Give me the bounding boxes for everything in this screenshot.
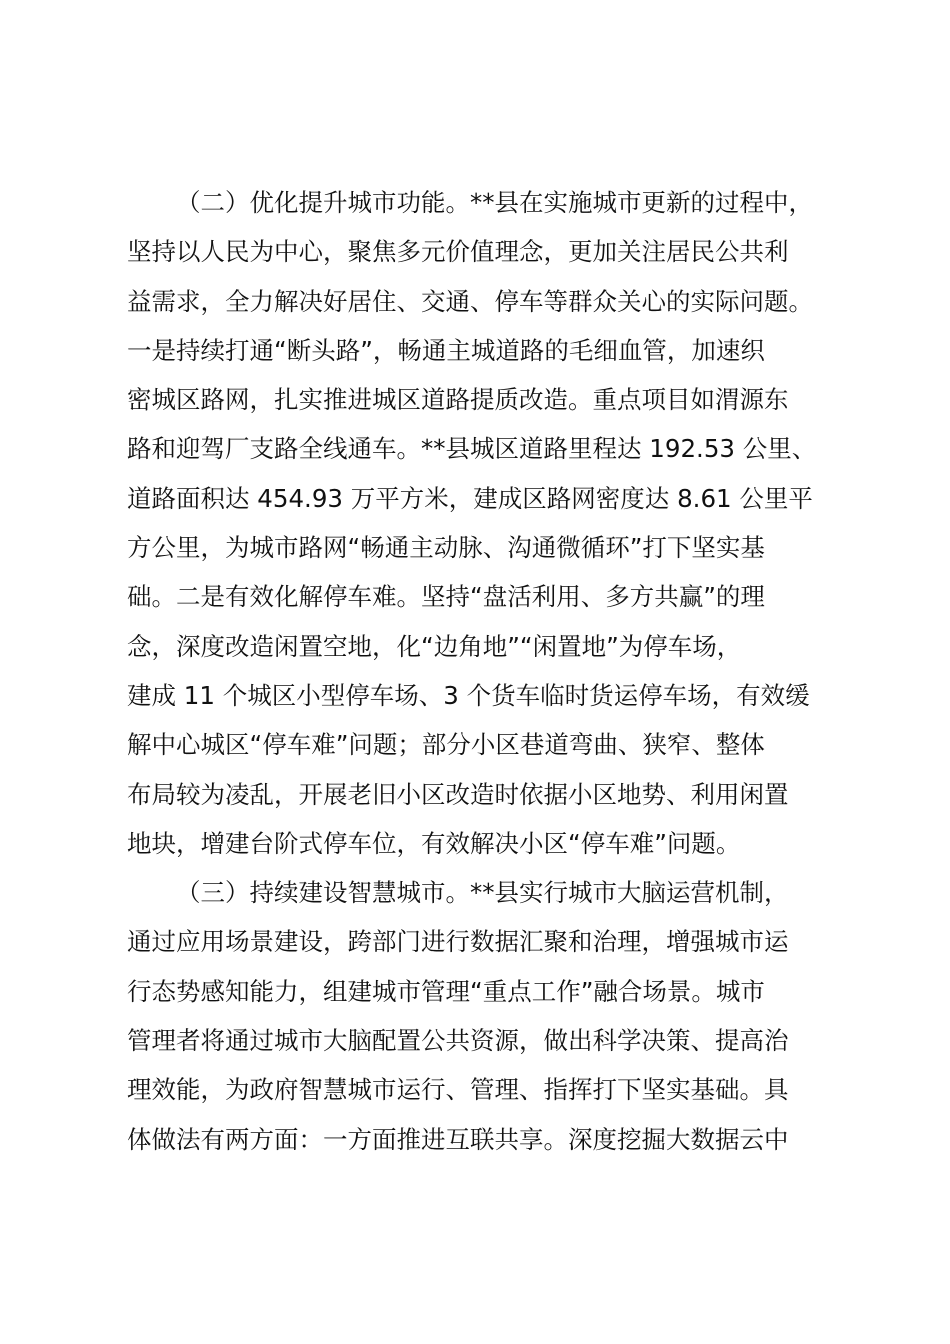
paragraph-2-line-2: 坚持以人民为中心，聚焦多元价值理念，更加关注居民公共利	[127, 237, 789, 267]
paragraph-3-line-3: 行态势感知能力，组建城市管理“重点工作”融合场景。城市	[127, 976, 765, 1006]
paragraph-2-line-11: 建成 11 个城区小型停车场、3 个货车临时货运停车场，有效缓	[127, 680, 810, 710]
paragraph-2-line-6: 路和迎驾厂支路全线通车。**县城区道路里程达 192.53 公里、	[127, 434, 817, 464]
paragraph-2-line-9: 础。二是有效化解停车难。坚持“盘活利用、多方共赢”的理	[127, 582, 765, 612]
paragraph-2-line-8: 方公里，为城市路网“畅通主动脉、沟通微循环”打下坚实基	[127, 533, 765, 563]
paragraph-3-line-2: 通过应用场景建设，跨部门进行数据汇聚和治理，增强城市运	[127, 927, 789, 957]
paragraph-3-line-4: 管理者将通过城市大脑配置公共资源，做出科学决策、提高治	[127, 1026, 789, 1056]
paragraph-3-line-6: 体做法有两方面：一方面推进互联共享。深度挖掘大数据云中	[127, 1124, 789, 1154]
body-text	[127, 178, 847, 1164]
paragraph-2-line-7: 道路面积达 454.93 万平方米，建成区路网密度达 8.61 公里平	[127, 483, 813, 513]
paragraph-2-line-14: 地块，增建台阶式停车位，有效解决小区“停车难”问题。	[127, 828, 741, 858]
paragraph-2-line-13: 布局较为凌乱，开展老旧小区改造时依据小区地势、利用闲置	[127, 779, 789, 809]
paragraph-3-line-1: （三）持续建设智慧城市。**县实行城市大脑运营机制，	[176, 878, 789, 908]
paragraph-2-line-3: 益需求，全力解决好居住、交通、停车等群众关心的实际问题。	[127, 286, 813, 316]
paragraph-2-line-5: 密城区路网，扎实推进城区道路提质改造。重点项目如渭源东	[127, 385, 789, 415]
paragraph-2-line-10: 念，深度改造闲置空地，化“边角地”“闲置地”为停车场，	[127, 631, 742, 661]
paragraph-2-line-1: （二）优化提升城市功能。**县在实施城市更新的过程中，	[176, 188, 813, 217]
paragraph-3-line-5: 理效能，为政府智慧城市运行、管理、指挥打下坚实基础。具	[127, 1075, 789, 1105]
paragraph-2-line-12: 解中心城区“停车难”问题；部分小区巷道弯曲、狭窄、整体	[127, 730, 765, 760]
paragraph-2-line-4: 一是持续打通“断头路”，畅通主城道路的毛细血管，加速织	[127, 335, 765, 365]
